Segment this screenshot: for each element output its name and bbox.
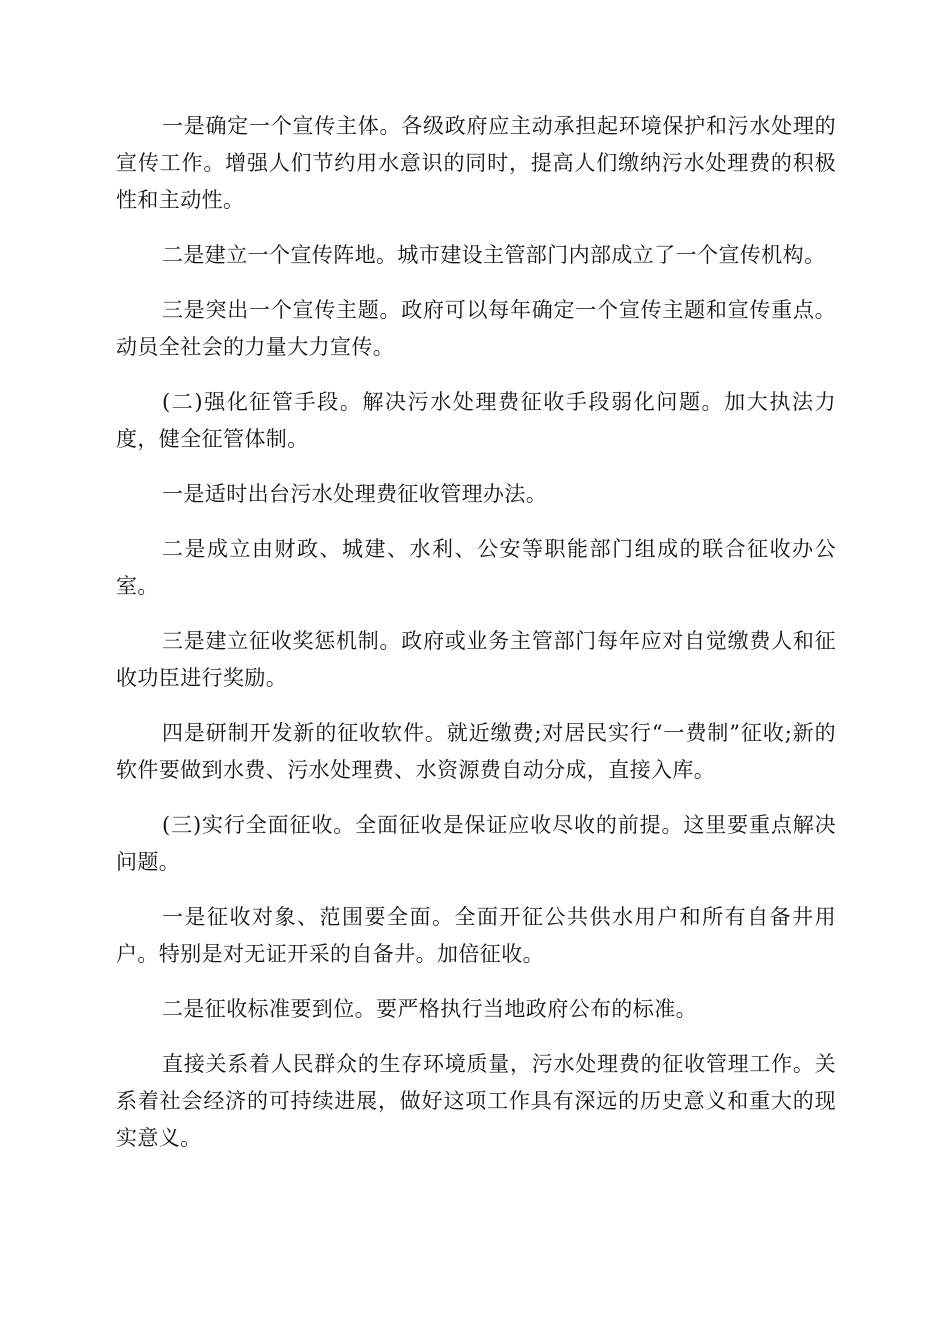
paragraph: 一是确定一个宣传主体。各级政府应主动承担起环境保护和污水处理的宣传工作。增强人们节约用水意识的同时，提高人们缴纳污水处理费的积极性和主动性。 [116, 114, 836, 212]
document-body [116, 108, 836, 1175]
paragraph: 一是征收对象、范围要全面。全面开征公共供水用户和所有自备井用户。特别是对无证开采的自备井。加倍征收。 [116, 905, 836, 966]
paragraph: 直接关系着人民群众的生存环境质量，污水处理费的征收管理工作。关系着社会经济的可持续进展，做好这项工作具有深远的历史意义和重大的现实意义。 [116, 1052, 836, 1150]
paragraph: 三是突出一个宣传主题。政府可以每年确定一个宣传主题和宣传重点。动员全社会的力量大力宣传。 [116, 298, 836, 359]
section-heading-paragraph: (三)实行全面征收。全面征收是保证应收尽收的前提。这里要重点解决问题。 [116, 813, 836, 874]
paragraph: 二是征收标准要到位。要严格执行当地政府公布的标准。 [162, 997, 697, 1021]
paragraph: 二是建立一个宣传阵地。城市建设主管部门内部成立了一个宣传机构。 [162, 243, 826, 267]
paragraph: 三是建立征收奖惩机制。政府或业务主管部门每年应对自觉缴费人和征收功臣进行奖励。 [116, 629, 836, 690]
section-heading-paragraph: (二)强化征管手段。解决污水处理费征收手段弱化问题。加大执法力度，健全征管体制。 [116, 390, 836, 451]
paragraph: 一是适时出台污水处理费征收管理办法。 [162, 482, 548, 506]
paragraph: 四是研制开发新的征收软件。就近缴费;对居民实行“一费制”征收;新的软件要做到水费、污水处理费、水资源费自动分成，直接入库。 [116, 721, 836, 782]
paragraph: 二是成立由财政、城建、水利、公安等职能部门组成的联合征收办公室。 [116, 537, 836, 598]
